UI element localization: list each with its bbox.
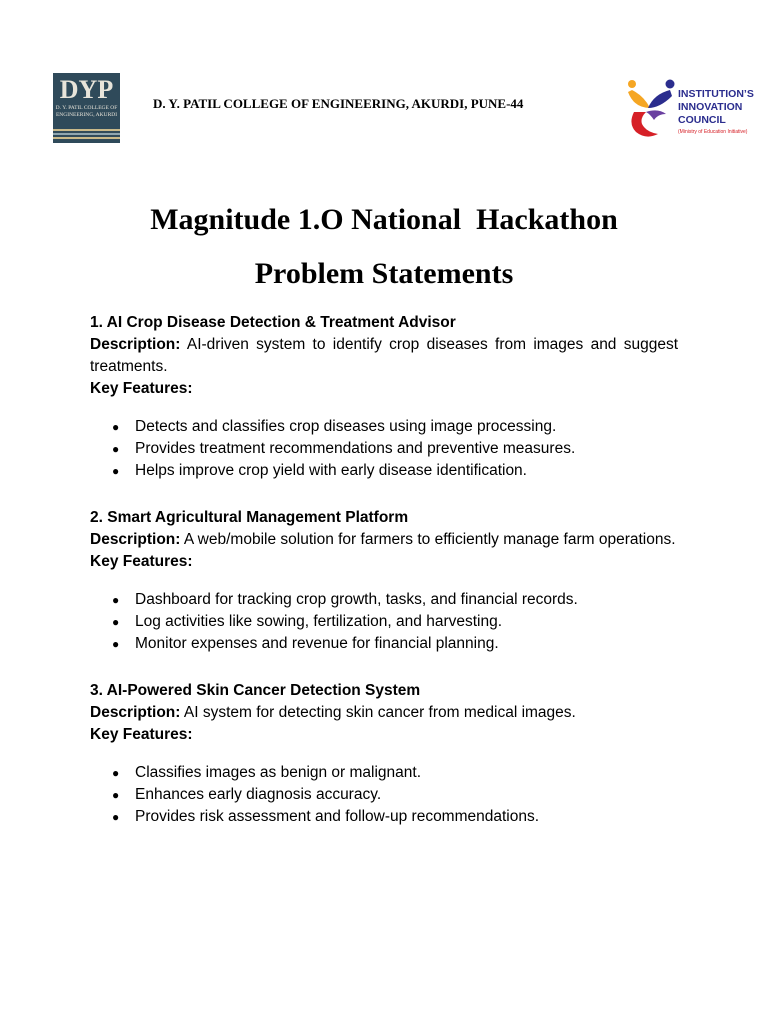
feature-list — [90, 589, 678, 655]
page-header — [0, 0, 768, 150]
page-subtitle: Problem Statements — [254, 257, 514, 290]
problem-heading: 1. AI Crop Disease Detection & Treatment Advisor — [90, 314, 456, 331]
feature-text: Detects and classifies crop diseases using image processing. — [135, 418, 557, 435]
dyp-logo-stripe — [53, 137, 120, 139]
key-features-label: Key Features: — [90, 553, 193, 570]
description-label: Description: — [90, 704, 181, 721]
problem-statement — [90, 312, 678, 482]
bullet-icon: ● — [112, 442, 120, 456]
bullet-icon: ● — [112, 420, 120, 434]
feature-item — [90, 784, 678, 806]
problem-description — [90, 702, 678, 724]
feature-text: Classifies images as benign or malignant. — [135, 764, 422, 781]
feature-item — [90, 611, 678, 633]
feature-text: Monitor expenses and revenue for financial planning. — [135, 635, 499, 652]
problem-description — [90, 334, 678, 378]
bullet-icon: ● — [112, 788, 120, 802]
feature-text: Helps improve crop yield with early disease identification. — [135, 462, 527, 479]
problem-list — [90, 312, 678, 853]
bullet-icon: ● — [112, 615, 120, 629]
bullet-icon: ● — [112, 766, 120, 780]
description-text: AI system for detecting skin cancer from medical images. — [183, 704, 576, 721]
description-text: AI-driven system to identify crop diseases from images and suggest treatments. — [90, 336, 678, 375]
key-features-label: Key Features: — [90, 380, 193, 397]
feature-item — [90, 460, 678, 482]
feature-list — [90, 416, 678, 482]
problem-heading: 2. Smart Agricultural Management Platform — [90, 509, 409, 526]
problem-statement — [90, 507, 678, 655]
iic-emblem-icon — [624, 78, 676, 140]
iic-title — [678, 88, 768, 127]
bullet-icon: ● — [112, 637, 120, 651]
bullet-icon: ● — [112, 593, 120, 607]
problem-statement — [90, 680, 678, 828]
dyp-logo-letters: DYP — [59, 75, 114, 104]
dyp-logo-stripe — [53, 129, 120, 131]
feature-list — [90, 762, 678, 828]
key-features-label: Key Features: — [90, 726, 193, 743]
feature-item — [90, 762, 678, 784]
bullet-icon: ● — [112, 464, 120, 478]
feature-item — [90, 806, 678, 828]
problem-heading: 3. AI-Powered Skin Cancer Detection System — [90, 682, 421, 699]
feature-item — [90, 416, 678, 438]
feature-item — [90, 589, 678, 611]
iic-title-line3: COUNCIL — [678, 114, 726, 126]
feature-item — [90, 633, 678, 655]
college-name: D. Y. PATIL COLLEGE OF ENGINEERING, AKURDI, PUNE-44 — [153, 96, 524, 111]
dyp-logo-subtitle: D. Y. PATIL COLLEGE OF ENGINEERING, AKURDI — [55, 105, 118, 118]
page-title: Magnitude 1.O National Hackathon — [150, 203, 618, 236]
description-text: A web/mobile solution for farmers to efficiently manage farm operations. — [183, 531, 676, 548]
feature-text: Log activities like sowing, fertilization, and harvesting. — [135, 613, 503, 630]
feature-text: Provides treatment recommendations and preventive measures. — [135, 440, 576, 457]
description-label: Description: — [90, 531, 181, 548]
iic-title-line1: INSTITUTION’S — [678, 88, 754, 100]
feature-text: Enhances early diagnosis accuracy. — [135, 786, 382, 803]
feature-item — [90, 438, 678, 460]
feature-text: Dashboard for tracking crop growth, tasks, and financial records. — [135, 591, 578, 608]
description-label: Description: — [90, 336, 181, 353]
feature-text: Provides risk assessment and follow-up recommendations. — [135, 808, 540, 825]
dyp-college-logo — [53, 73, 120, 143]
dyp-logo-stripe — [53, 133, 120, 135]
problem-description — [90, 529, 678, 551]
iic-subtitle: (Ministry of Education Initiative) — [678, 129, 748, 135]
iic-logo — [624, 78, 764, 140]
bullet-icon: ● — [112, 810, 120, 824]
iic-title-line2: INNOVATION — [678, 101, 743, 113]
